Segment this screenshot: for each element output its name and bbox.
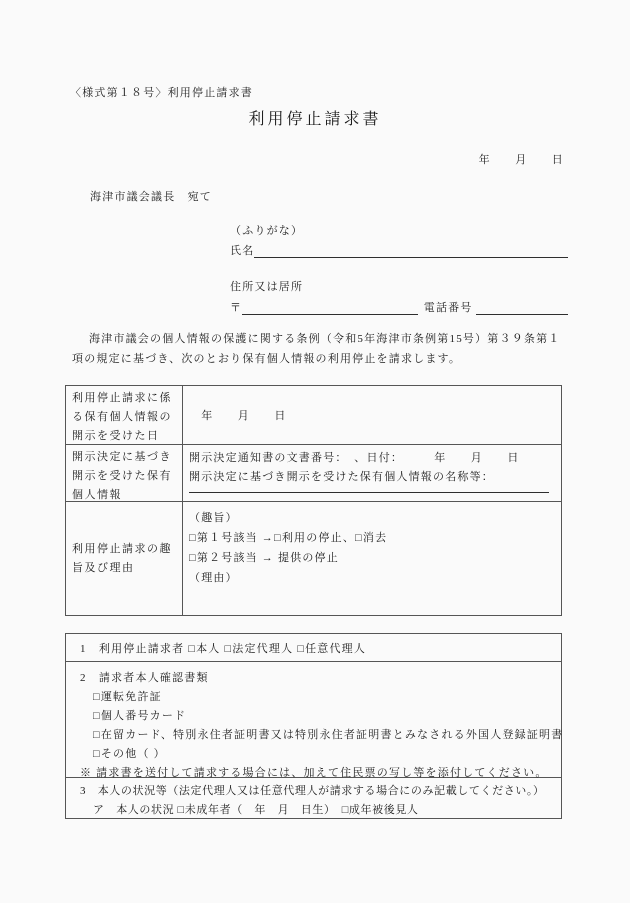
status-title: 3 本人の状況等（法定代理人又は任意代理人が請求する場合にのみ記載してください。） [80, 785, 545, 797]
postal-mark: 〒 [230, 302, 243, 314]
addressee-line: 海津市議会議長 宛て [90, 191, 212, 203]
status-detail-line: ア 本人の状況 □未成年者（ 年 月 日生） □成年被後見人 [93, 804, 419, 816]
intro-line-1: 海津市議会の個人情報の保護に関する条例（令和5年海津市条例第15号）第３９条第１ [89, 333, 561, 345]
page-title: 利用停止請求書 [248, 111, 382, 128]
request-details-table [65, 385, 562, 616]
postal-phone-row [230, 299, 568, 315]
name-label: 氏名 [230, 245, 255, 257]
name-underline [254, 244, 568, 258]
documents-title: 2 請求者本人確認書類 [80, 672, 209, 684]
address-label: 住所又は居所 [230, 281, 304, 293]
intro-paragraph [72, 329, 564, 369]
requester-info-table [65, 633, 562, 819]
name-field-row [230, 242, 568, 258]
disclosure-date-row [66, 386, 561, 445]
purport-heading: （趣旨） [189, 512, 238, 524]
applicant-identity-block [230, 222, 568, 315]
intro-line-2: 項の規定に基づき、次のとおり保有個人情報の利用停止を請求します。 [72, 353, 462, 365]
document-option-license: □運転免許証 [93, 691, 162, 703]
document-option-other: □その他（ ） [93, 748, 166, 760]
doc-number-line: 開示決定通知書の文書番号： 、日付： 年 月 日 [189, 452, 520, 464]
phone-underline [476, 301, 568, 315]
purport-reason-cell [183, 502, 561, 615]
purport-option-2: □第２号該当 → 提供の停止 [189, 552, 339, 564]
info-name-underline [189, 488, 549, 493]
document-option-residence-card: □在留カード、特別永住者証明書又は特別永住者証明書とみなされる外国人登録証明書 [93, 729, 564, 741]
identity-documents-row [66, 662, 564, 779]
form-number-note: 〈様式第１８号〉利用停止請求書 [70, 87, 253, 99]
disclosed-info-row [66, 445, 561, 502]
requester-type-row: 1 利用停止請求者 □本人 □法定代理人 □任意代理人 [66, 634, 561, 662]
info-name-line: 開示決定に基づき開示を受けた保有個人情報の名称等： [189, 471, 494, 483]
date-line: 年 月 日 [478, 154, 564, 166]
document-option-mynumber: □個人番号カード [93, 710, 187, 722]
disclosed-info-cell [183, 445, 561, 501]
reason-heading: （理由） [189, 572, 238, 584]
purport-reason-row [66, 502, 561, 615]
furigana-label: （ふりがな） [230, 225, 304, 237]
principal-status-row [66, 778, 561, 818]
disclosure-date-label: 利用停止請求に係る保有個人情報の開示を受けた日 [66, 386, 183, 444]
disclosed-info-label: 開示決定に基づき開示を受けた保有個人情報 [66, 445, 183, 501]
mail-request-note: ※ 請求書を送付して請求する場合には、加えて住民票の写し等を添付してください。 [80, 767, 548, 779]
disclosure-date-value: 年 月 日 [189, 409, 287, 422]
phone-label: 電話番号 [423, 302, 473, 314]
purport-option-1: □第１号該当 →□利用の停止、□消去 [189, 532, 388, 544]
purport-reason-label: 利用停止請求の趣旨及び理由 [66, 502, 183, 615]
postal-underline [242, 301, 418, 315]
